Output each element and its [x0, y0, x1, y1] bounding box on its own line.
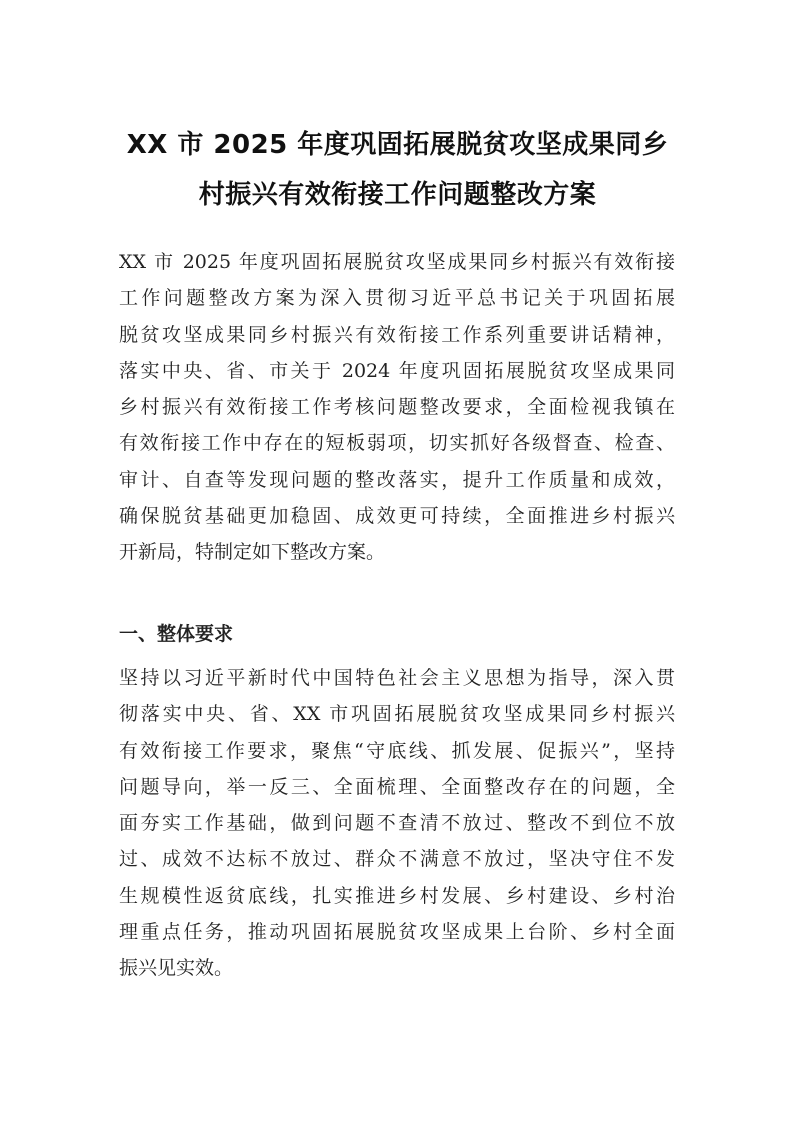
requirements-line: 问题导向，举一反三、全面梳理、全面整改存在的问题，全	[119, 775, 675, 798]
document-title	[110, 120, 685, 220]
intro-line: 有效衔接工作中存在的短板弱项，切实抓好各级督查、检查、	[119, 432, 675, 455]
requirements-line: 面夯实工作基础，做到问题不查清不放过、整改不到位不放	[119, 812, 675, 835]
title-line-1: XX 市 2025 年度巩固拓展脱贫攻坚成果同乡	[126, 130, 669, 160]
intro-line: 确保脱贫基础更加稳固、成效更可持续，全面推进乡村振兴	[119, 505, 675, 528]
requirements-line: 生规模性返贫底线，扎实推进乡村发展、乡村建设、乡村治	[119, 884, 675, 907]
requirements-line: 理重点任务，推动巩固拓展脱贫攻坚成果上台阶、乡村全面	[119, 921, 675, 944]
section-heading: 一、整体要求	[119, 623, 234, 645]
requirements-line: 过、成效不达标不放过、群众不满意不放过，坚决守住不发	[119, 848, 675, 871]
requirements-line: 有效衔接工作要求，聚焦“守底线、抓发展、促振兴”，坚持	[119, 739, 675, 762]
requirements-line: 振兴见实效。	[119, 957, 234, 980]
intro-line: XX 市 2025 年度巩固拓展脱贫攻坚成果同乡村振兴有效衔接	[119, 251, 675, 273]
requirements-line: 彻落实中央、省、XX 市巩固拓展脱贫攻坚成果同乡村振兴	[119, 703, 675, 726]
intro-line: 审计、自查等发现问题的整改落实，提升工作质量和成效，	[119, 468, 675, 491]
intro-line: 落实中央、省、市关于 2024 年度巩固拓展脱贫攻坚成果同	[119, 359, 675, 382]
intro-line: 开新局，特制定如下整改方案。	[119, 541, 386, 564]
requirements-line: 坚持以习近平新时代中国特色社会主义思想为指导，深入贯	[119, 667, 675, 689]
intro-line: 乡村振兴有效衔接工作考核问题整改要求，全面检视我镇在	[119, 396, 675, 419]
requirements-paragraph	[119, 660, 675, 987]
intro-paragraph	[119, 244, 675, 571]
intro-line: 工作问题整改方案为深入贯彻习近平总书记关于巩固拓展	[119, 287, 675, 310]
title-line-2: 村振兴有效衔接工作问题整改方案	[198, 180, 597, 210]
intro-line: 脱贫攻坚成果同乡村振兴有效衔接工作系列重要讲话精神，	[119, 323, 675, 346]
